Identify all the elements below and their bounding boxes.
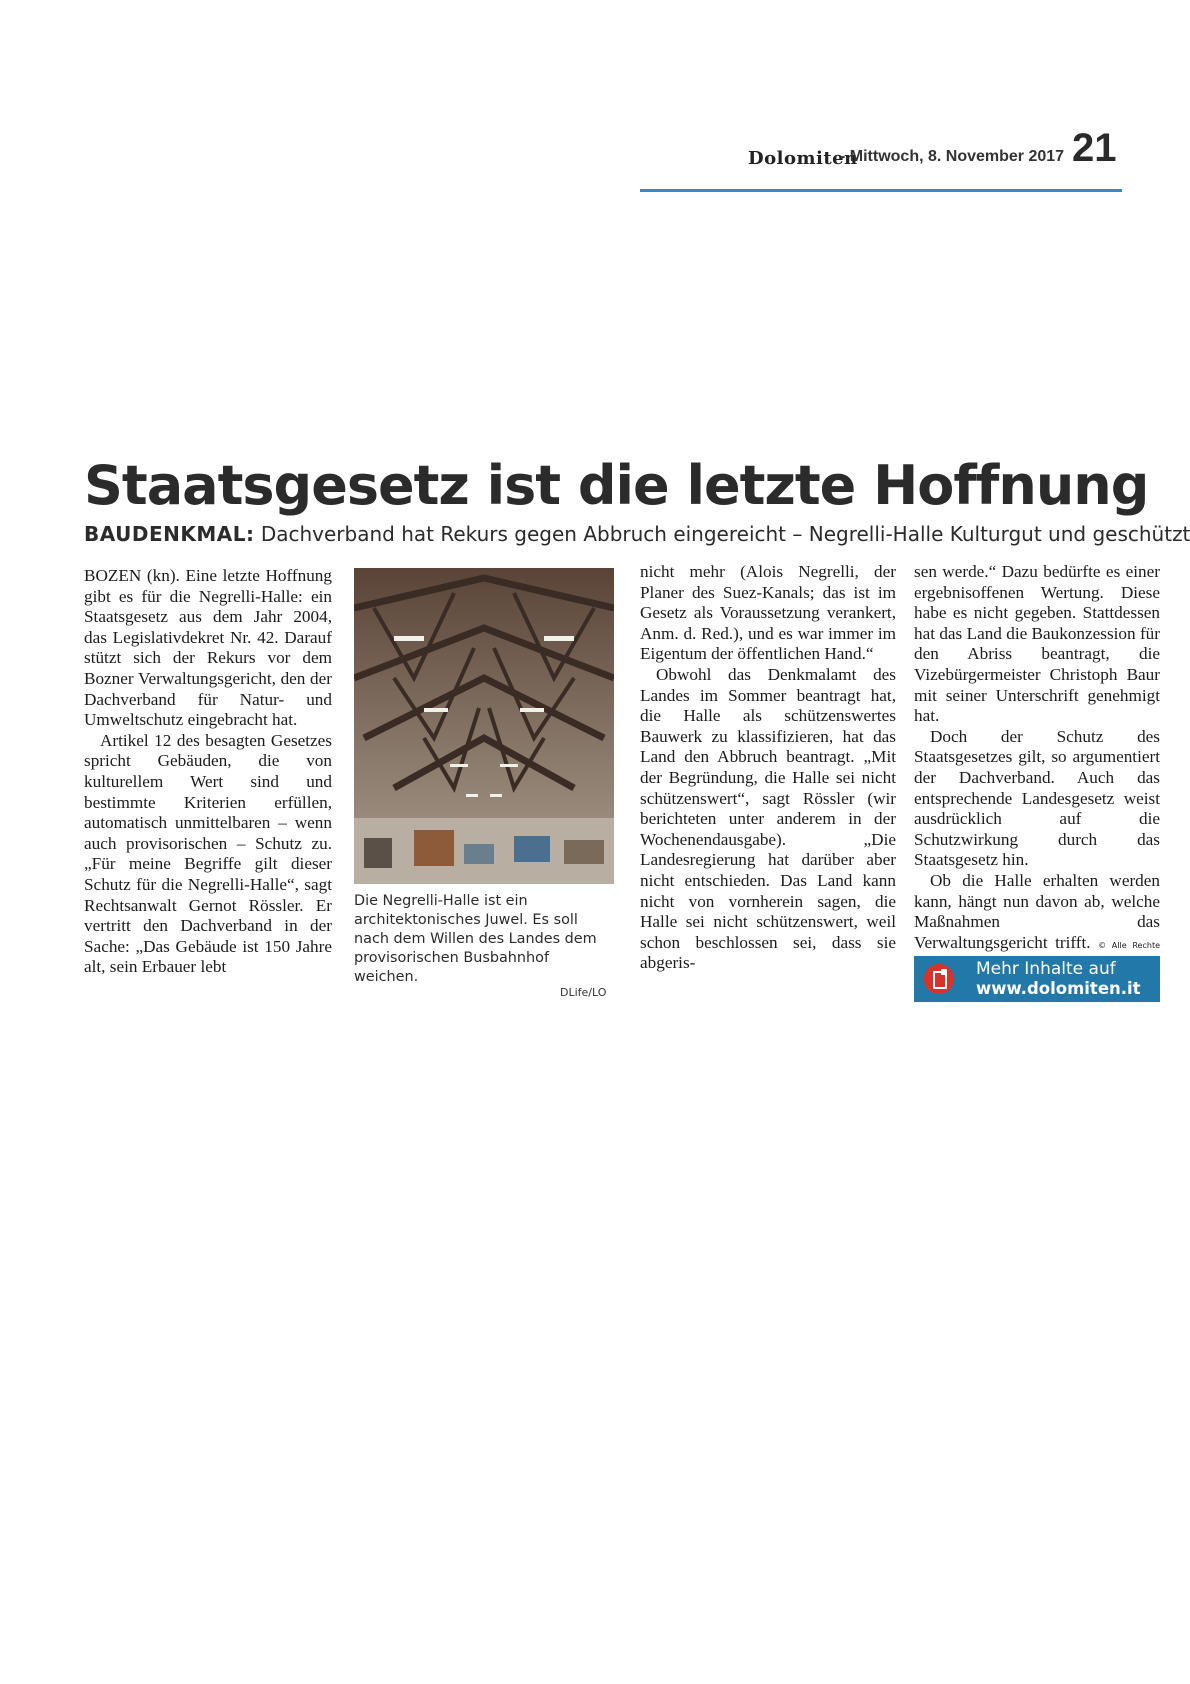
paragraph: Obwohl das Denkmalamt des Landes im Sommer beantragt hat, die Halle als schützenswertes Bauwerk zu klassifizieren, hat das Land den Abbruch beantragt. „Mit der Begründung, die Halle sei nicht schützenswert“, sagt Rössler (wir berichteten unter anderem in der Wochenendausgabe). „Die Landesregierung hat darüber aber nicht entschieden. Das Land kann nicht von vornherein sagen, die Halle sei nicht schützenswert, weil schon beschlossen sei, dass sie abgeris- — [640, 664, 896, 973]
headline: Staatsgesetz ist die letzte Hoffnung — [84, 454, 1149, 517]
article-column-1 — [84, 566, 332, 978]
photo-credit: DLife/LO — [560, 986, 607, 999]
article — [84, 450, 1190, 1020]
paragraph: nicht mehr (Alois Negrelli, der Planer des Suez-Kanals; das ist im Gesetz als Voraussetzung verankert, Anm. d. Red.), und es war immer im Eigentum der öffentlichen Hand.“ — [640, 562, 896, 664]
masthead — [640, 126, 1122, 176]
promo-banner[interactable] — [914, 956, 1160, 1002]
promo-line-1: Mehr Inhalte auf — [976, 959, 1116, 979]
subheadline — [84, 522, 1190, 546]
kicker: BAUDENKMAL: — [84, 522, 255, 546]
hall-interior-image — [354, 568, 614, 884]
page-number: 21 — [1072, 126, 1117, 170]
subhead-text: Dachverband hat Rekurs gegen Abbruch eingereicht – Negrelli-Halle Kulturgut und geschützt — [254, 522, 1190, 546]
paragraph: Doch der Schutz des Staatsgesetzes gilt, so argumentiert der Dachverband. Auch das entsprechende Landesgesetz weist ausdrücklich auf die Schutzwirkung durch das Staatsgesetz hin. — [914, 726, 1160, 870]
paragraph-text: Ob die Halle erhalten werden kann, hängt nun davon ab, welche Maßnahmen das Verwaltungsgericht trifft. — [914, 870, 1160, 952]
copyright-note: © Alle Rechte — [1098, 940, 1161, 950]
article-column-4 — [914, 562, 1160, 980]
paragraph: BOZEN (kn). Eine letzte Hoffnung gibt es für die Negrelli-Halle: ein Staatsgesetz aus dem Jahr 2004, das Legislativdekret Nr. 42. Darauf stützt sich der Rekurs vor dem Bozner Verwaltungsgericht, den der Dachverband für Natur- und Umweltschutz eingebracht hat. — [84, 566, 332, 730]
external-link-icon — [924, 964, 954, 994]
issue-date: - Mittwoch, 8. November 2017 — [840, 148, 1065, 165]
article-photo — [354, 568, 614, 884]
article-column-3 — [640, 562, 896, 974]
promo-text — [976, 959, 1141, 999]
promo-link[interactable]: www.dolomiten.it — [976, 979, 1141, 998]
paragraph: sen werde.“ Dazu bedürfte es einer ergebnisoffenen Wertung. Diese habe es nicht gegeben. Stattdessen hat das Land die Baukonzession für den Abriss beantragt, die Vizebürgermeister Christoph Baur mit seiner Unterschrift genehmigt hat. — [914, 562, 1160, 726]
masthead-rule — [640, 189, 1122, 192]
paragraph: Artikel 12 des besagten Gesetzes spricht Gebäuden, die von kulturellem Wert sind und bestimmte Kriterien erfüllen, automatisch unmittelbaren – wenn auch provisorischen – Schutz zu. „Für meine Begriffe gilt dieser Schutz für die Negrelli-Halle“, sagt Rechtsanwalt Gernot Rössler. Er vertritt den Dachverband in der Sache: „Das Gebäude ist 150 Jahre alt, sein Erbauer lebt — [84, 730, 332, 977]
newspaper-name: Dolomiten — [748, 148, 858, 169]
photo-caption: Die Negrelli-Halle ist ein architektonisches Juwel. Es soll nach dem Willen des Landes dem provisorischen Busbahnhof weichen. — [354, 893, 597, 985]
